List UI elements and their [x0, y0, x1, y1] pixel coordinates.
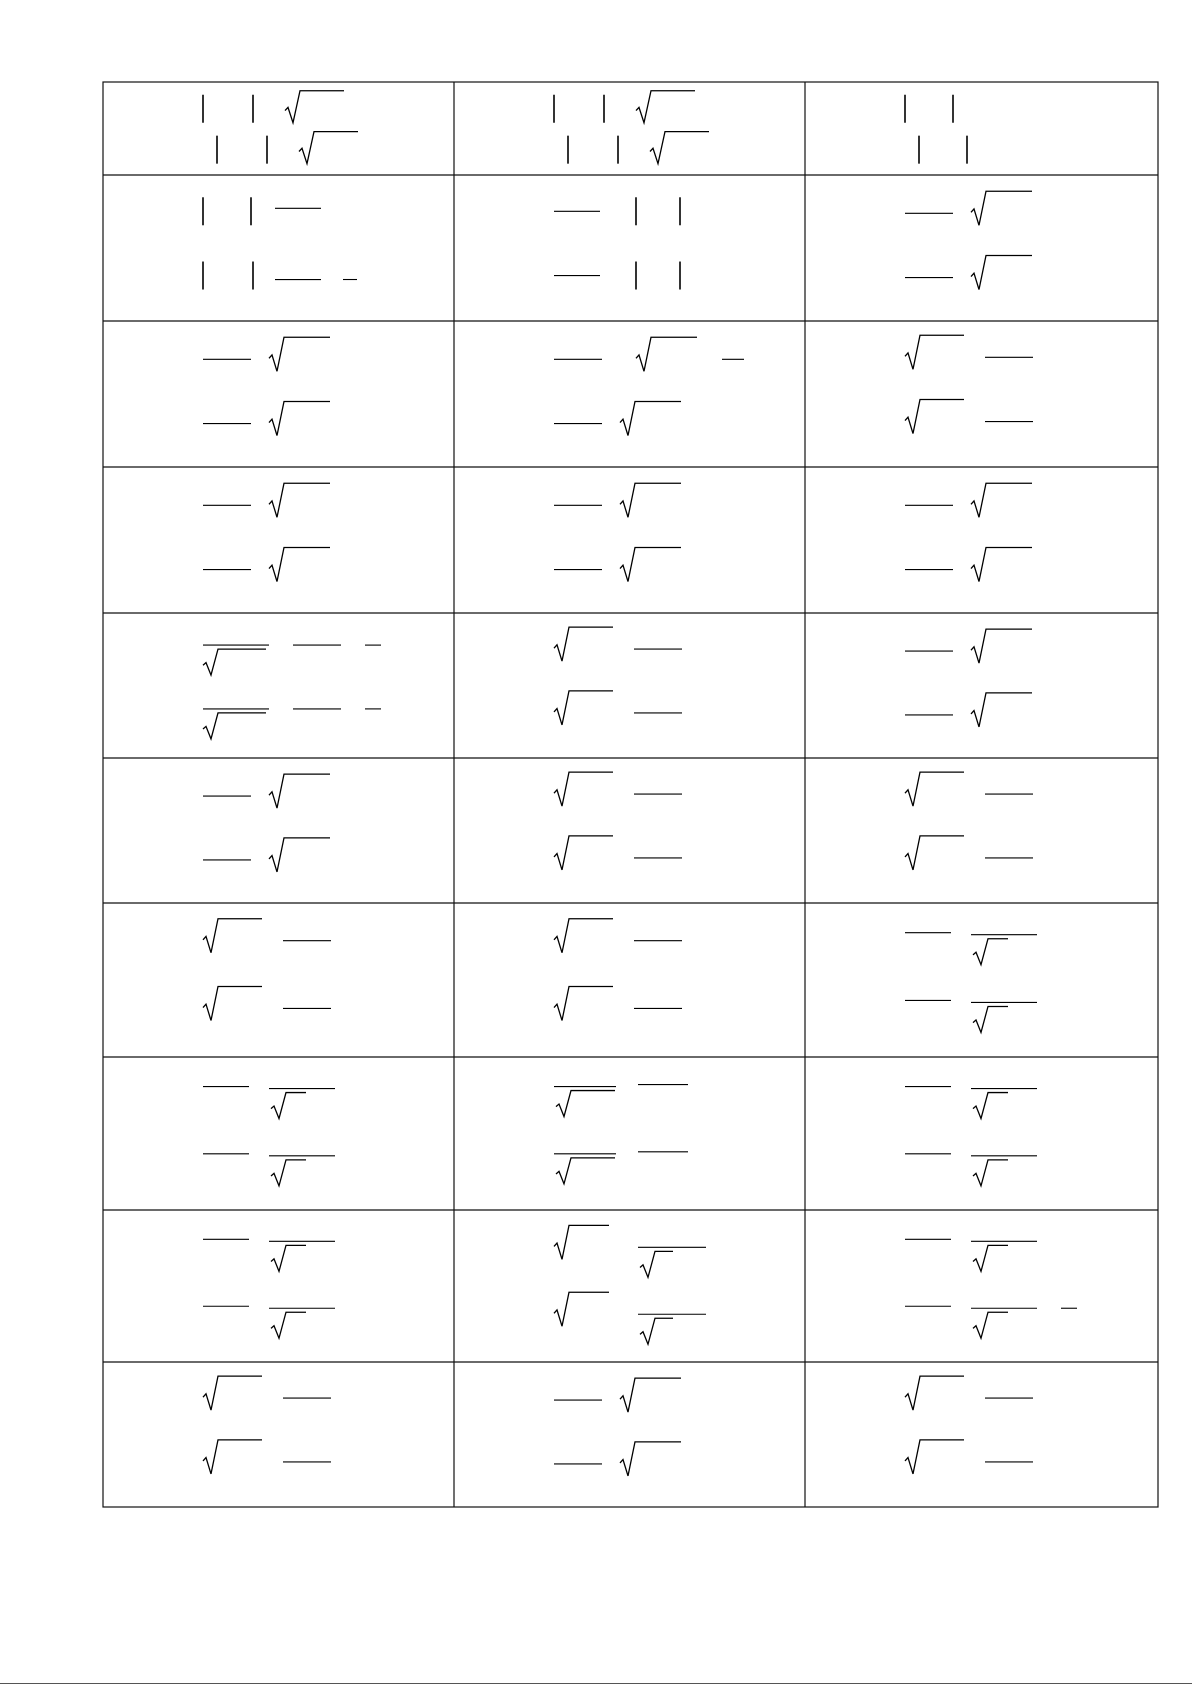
radical-sign [554, 1292, 609, 1326]
radical-sign [203, 649, 266, 675]
formula-line-top [554, 197, 680, 225]
table-cell-r7-c1 [203, 919, 331, 1021]
formula-line-bottom [203, 1440, 331, 1474]
formula-line-top [203, 1087, 335, 1119]
table-cell-r7-c3 [905, 933, 1037, 1033]
radical-sign [269, 483, 330, 517]
table-cell-r5-c1 [203, 645, 381, 739]
formula-line-bottom [554, 691, 682, 725]
formula-line-top [905, 191, 1032, 225]
radical-sign [971, 256, 1032, 290]
table-cell-r3-c1 [203, 337, 330, 435]
formula-line-bottom [203, 1154, 335, 1186]
radical-sign [269, 337, 330, 371]
radical-sign [650, 132, 709, 164]
formula-line-top [554, 337, 744, 371]
formula-line-top [554, 1085, 688, 1117]
formula-line-top [554, 91, 695, 123]
formula-line-bottom [554, 402, 681, 436]
radical-sign [271, 1312, 306, 1338]
formula-line-top [554, 483, 681, 517]
radical-sign [620, 548, 681, 582]
table-cell-r5-c2 [554, 627, 682, 725]
radical-sign [971, 191, 1032, 225]
table-cell-r1-c1 [203, 91, 358, 164]
formula-line-top [203, 91, 344, 123]
table-cell-r1-c2 [554, 91, 709, 164]
formula-line-bottom [554, 836, 682, 870]
radical-sign [620, 402, 681, 436]
radical-sign [269, 838, 330, 872]
formula-line-top [203, 1239, 335, 1271]
radical-sign [905, 400, 964, 434]
table-cell-r10-c1 [203, 1376, 331, 1474]
table-cell-r2-c3 [905, 191, 1032, 289]
formula-marks [203, 91, 1077, 1476]
table-cell-r9-c1 [203, 1239, 335, 1338]
radical-sign [271, 1245, 306, 1271]
formula-line-bottom [905, 693, 1032, 727]
formula-line-top [905, 1239, 1037, 1271]
radical-sign [203, 1440, 262, 1474]
radical-sign [973, 1245, 1008, 1271]
formula-line-top [554, 1225, 706, 1277]
radical-sign [640, 1318, 673, 1344]
formula-line-bottom [554, 1152, 688, 1184]
formula-line-bottom [905, 256, 1032, 290]
radical-sign [905, 335, 964, 369]
radical-sign [554, 691, 613, 725]
radical-sign [554, 627, 613, 661]
formula-line-bottom [203, 1306, 335, 1338]
table-cell-r10-c3 [905, 1376, 1033, 1474]
formula-line-bottom [905, 1000, 1037, 1032]
radical-sign [636, 337, 697, 371]
radical-sign [556, 1091, 615, 1117]
formula-line-bottom [203, 838, 330, 872]
formula-line-bottom [203, 709, 381, 739]
radical-sign [971, 548, 1032, 582]
radical-sign [269, 774, 330, 808]
footer-rule [0, 1683, 1192, 1684]
table-cell-r4-c1 [203, 483, 330, 581]
radical-sign [554, 836, 613, 870]
radical-sign [620, 1442, 681, 1476]
formula-line-bottom [905, 400, 1033, 434]
table-cell-r9-c2 [554, 1225, 706, 1344]
formula-line-top [554, 1378, 681, 1412]
table-cell-r4-c3 [905, 483, 1032, 581]
table-cell-r8-c1 [203, 1087, 335, 1186]
radical-sign [905, 1376, 964, 1410]
formula-line-top [905, 335, 1033, 369]
table-cell-r5-c3 [905, 629, 1032, 727]
formula-line-bottom [905, 836, 1033, 870]
formula-line-top [905, 1376, 1033, 1410]
formula-line-bottom [905, 548, 1032, 582]
formula-line-top [905, 629, 1032, 663]
formula-line-top [203, 483, 330, 517]
table-cell-r1-c3 [905, 95, 967, 164]
formula-line-top [554, 627, 682, 661]
radical-sign [554, 1225, 609, 1259]
radical-sign [620, 1378, 681, 1412]
table-cell-r9-c3 [905, 1239, 1077, 1338]
formula-line-top [905, 933, 1037, 965]
radical-sign [269, 402, 330, 436]
radical-sign [973, 1093, 1008, 1119]
radical-sign [554, 986, 613, 1020]
table-cell-r8-c2 [554, 1085, 688, 1184]
formula-line-bottom [554, 1442, 681, 1476]
radical-sign [905, 772, 964, 806]
formula-line-top [203, 337, 330, 371]
table-cell-r6-c1 [203, 774, 330, 872]
radical-sign [203, 1376, 262, 1410]
formula-line-top [203, 1376, 331, 1410]
radical-sign [971, 629, 1032, 663]
table-cell-r4-c2 [554, 483, 681, 581]
formula-line-top [905, 483, 1032, 517]
formula-line-top [203, 919, 331, 953]
formula-line-bottom [203, 548, 330, 582]
formula-line-bottom [203, 262, 357, 290]
formula-line-top [203, 197, 321, 225]
formula-line-top [203, 645, 381, 675]
formula-line-bottom [554, 986, 682, 1020]
radical-sign [971, 483, 1032, 517]
table-cell-r8-c3 [905, 1087, 1037, 1186]
formula-line-bottom [919, 136, 967, 164]
radical-sign [636, 91, 695, 123]
radical-sign [971, 693, 1032, 727]
radical-sign [269, 548, 330, 582]
formula-line-bottom [905, 1154, 1037, 1186]
formula-line-bottom [905, 1306, 1077, 1338]
radical-sign [285, 91, 344, 123]
page-number-mark [1168, 1676, 1188, 1684]
formula-line-bottom [217, 132, 358, 164]
radical-sign [554, 919, 613, 953]
radical-sign [905, 1440, 964, 1474]
formula-line-top [905, 772, 1033, 806]
radical-sign [556, 1158, 615, 1184]
table-cell-r2-c1 [203, 197, 357, 289]
table-cell-r7-c2 [554, 919, 682, 1021]
formula-line-bottom [203, 402, 330, 436]
formula-line-bottom [568, 132, 709, 164]
table-cell-r3-c2 [554, 337, 744, 435]
radical-sign [973, 939, 1008, 965]
formula-line-top [554, 772, 682, 806]
formula-line-top [554, 919, 682, 953]
radical-sign [271, 1093, 306, 1119]
table-cell-r6-c2 [554, 772, 682, 870]
formula-line-top [905, 95, 953, 123]
radical-sign [620, 483, 681, 517]
formula-line-bottom [554, 1292, 706, 1344]
table-cell-r3-c3 [905, 335, 1033, 433]
radical-sign [271, 1160, 306, 1186]
formula-line-top [203, 774, 330, 808]
formula-line-bottom [905, 1440, 1033, 1474]
radical-sign [973, 1160, 1008, 1186]
radical-sign [640, 1251, 673, 1277]
formula-line-top [905, 1087, 1037, 1119]
radical-sign [973, 1006, 1008, 1032]
radical-sign [203, 713, 266, 739]
table-cell-r6-c3 [905, 772, 1033, 870]
table-cell-r2-c2 [554, 197, 680, 289]
formula-line-bottom [554, 548, 681, 582]
radical-sign [203, 986, 262, 1020]
radical-sign [299, 132, 358, 164]
radical-sign [203, 919, 262, 953]
formula-line-bottom [554, 262, 680, 290]
formula-line-bottom [203, 986, 331, 1020]
radical-sign [905, 836, 964, 870]
radical-sign [973, 1312, 1008, 1338]
radical-sign [554, 772, 613, 806]
table-cell-r10-c2 [554, 1378, 681, 1476]
